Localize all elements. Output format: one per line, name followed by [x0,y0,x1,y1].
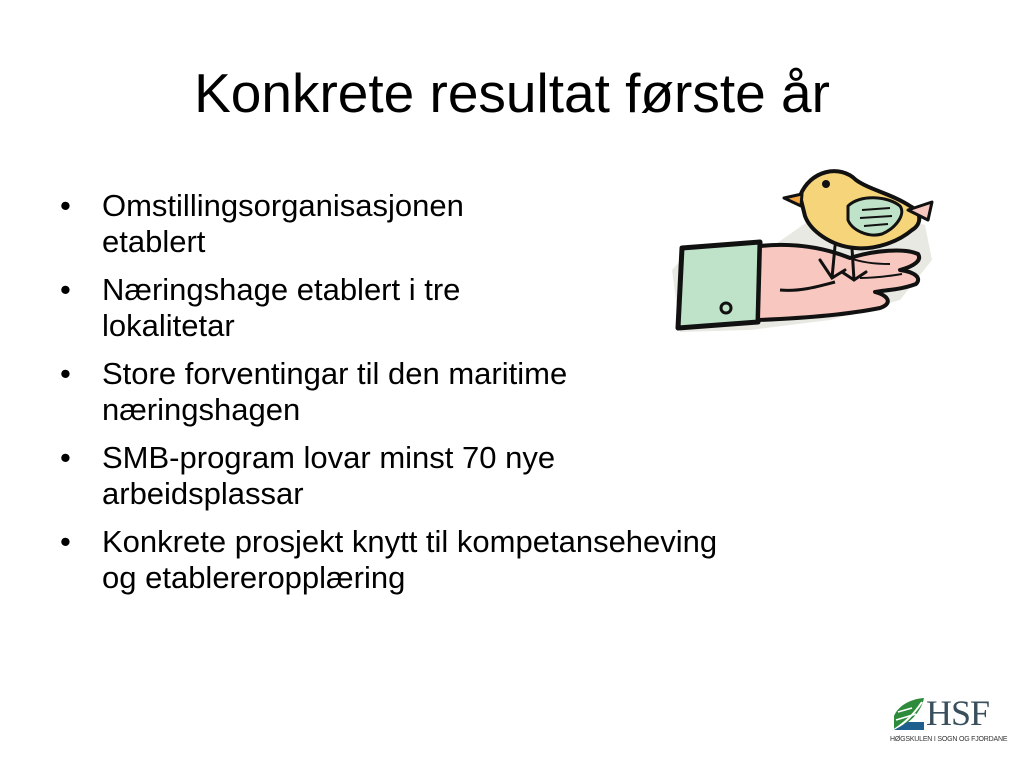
bullet-dot: • [60,272,71,307]
bullet-dot: • [60,440,71,475]
bullet-text-line: lokalitetar [102,308,235,343]
bullet-text-line: Konkrete prosjekt knytt til kompetanseheving [102,524,718,559]
bullet-item [58,188,582,260]
bullet-item [58,356,958,428]
hsf-leaf-logo-icon [892,696,926,737]
bullet-item [58,440,958,512]
hand-holding-bird-icon [660,150,940,340]
bullet-text-line: etablert [102,224,206,259]
bullet-item [58,272,582,344]
logo-name: HSF [926,693,990,733]
hsf-logo [888,690,1024,750]
bullet-dot: • [60,188,71,223]
bullet-dot: • [60,356,71,391]
bullet-text-line: SMB-program lovar minst 70 nye [102,440,556,475]
bullet-text-line: arbeidsplassar [102,476,304,511]
bullet-text-line: Næringshage etablert i tre [102,272,461,307]
bullet-text-line: Omstillingsorganisasjonen [102,188,464,223]
bullet-item [58,524,958,596]
bullet-text-line: næringshagen [102,392,301,427]
logo-subtitle: HØGSKULEN I SOGN OG FJORDANE [890,736,1008,743]
bullet-text-line: og etablereropplæring [102,560,406,595]
bullet-text-line: Store forventingar til den maritime [102,356,568,391]
slide-title: Konkrete resultat første år [194,62,830,124]
bullet-dot: • [60,524,71,559]
